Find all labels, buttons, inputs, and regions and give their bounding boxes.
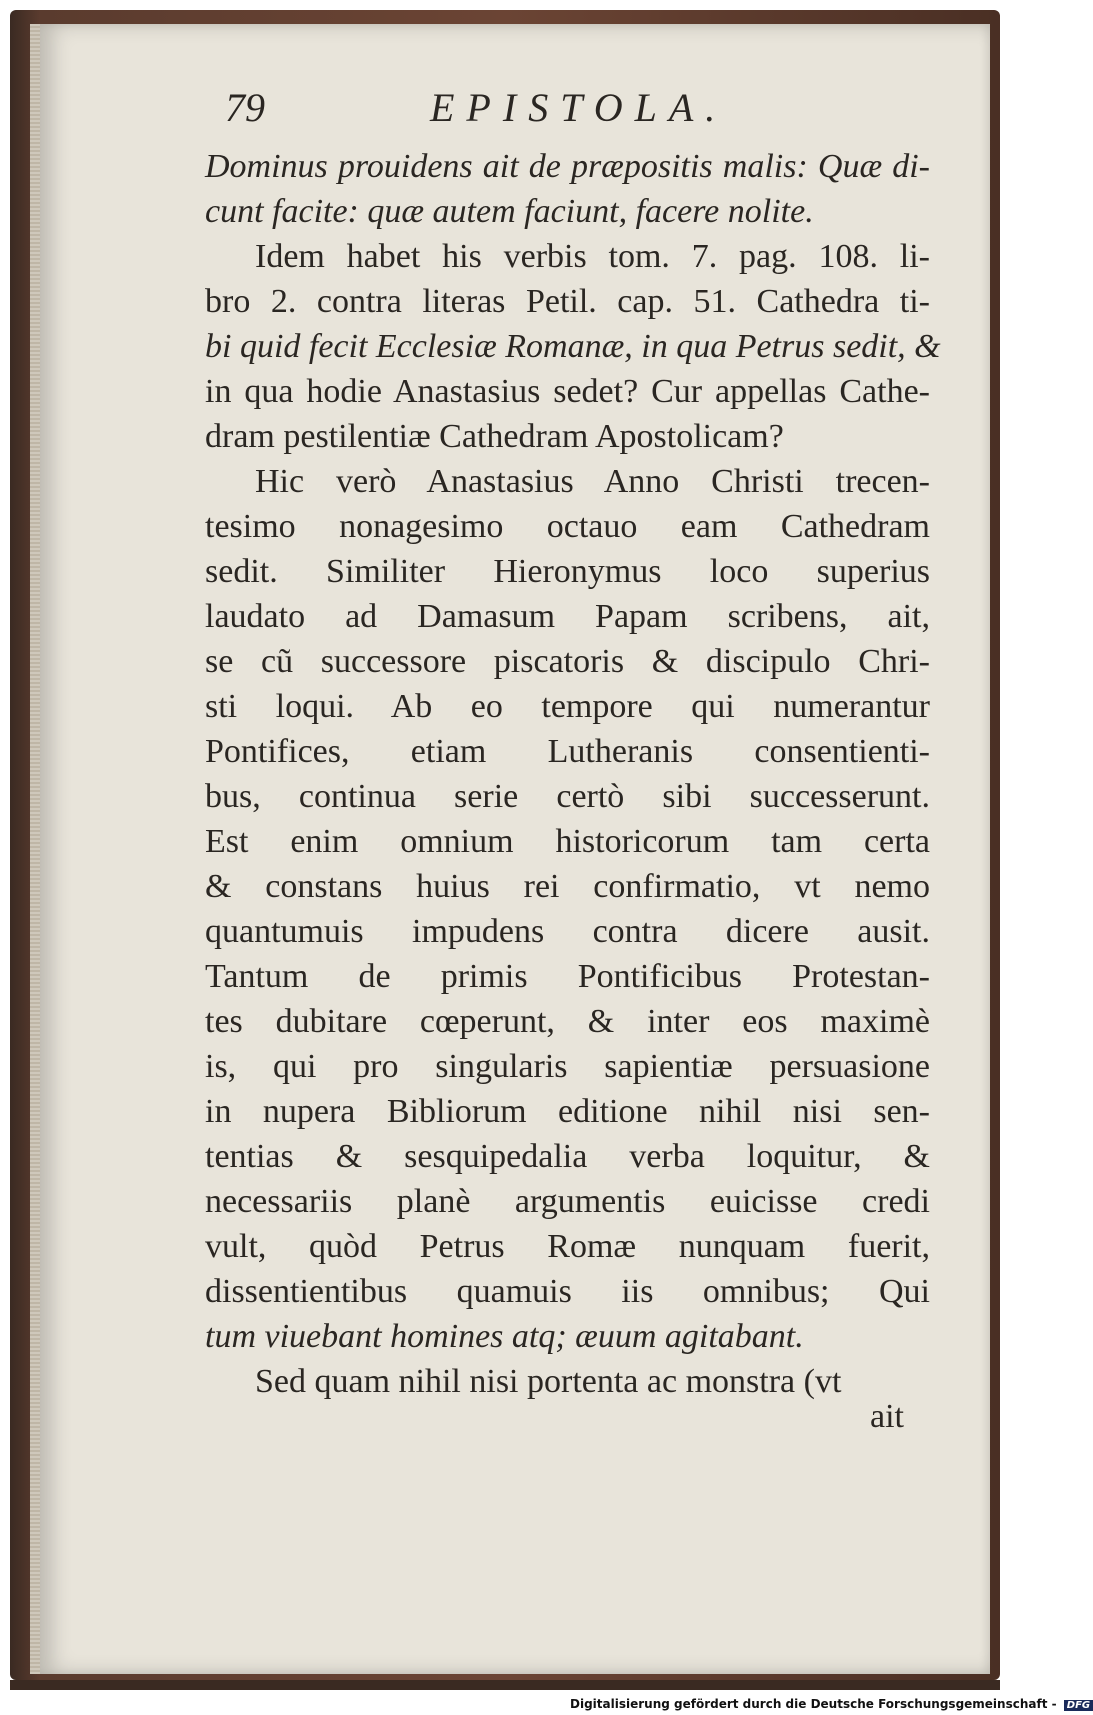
running-head: EPISTOLA. (430, 85, 728, 130)
text-line: se cũ successore piscatoris & discipulo Chri- (205, 643, 930, 680)
text-line: quantumuis impudens contra dicere ausit. (205, 913, 930, 950)
text-line: bro 2. contra literas Petil. cap. 51. Cathedra ti- (205, 283, 930, 320)
dfg-logo-icon: DFG (1064, 1700, 1093, 1711)
text-line: Pontifices, etiam Lutheranis consentienti- (205, 733, 930, 770)
text-line: dissentientibus quamuis iis omnibus; Qui (205, 1273, 930, 1310)
text-line: Tantum de primis Pontificibus Protestan- (205, 958, 930, 995)
text-line: tentias & sesquipedalia verba loquitur, & (205, 1138, 930, 1175)
text-line: is, qui pro singularis sapientiæ persuasione (205, 1048, 930, 1085)
binding-bottom-edge (10, 1680, 1000, 1690)
text-line: Dominus prouidens ait de præpositis malis: Quæ di- (205, 148, 930, 185)
catchword: ait (870, 1398, 904, 1435)
body-text (205, 144, 941, 1404)
text-line: sedit. Similiter Hieronymus loco superius (205, 553, 930, 590)
text-line: cunt facite: quæ autem faciunt, facere nolite. (205, 193, 814, 230)
text-line: sti loqui. Ab eo tempore qui numerantur (205, 688, 930, 725)
text-line: in nupera Bibliorum editione nihil nisi sen- (205, 1093, 930, 1130)
text-line: tes dubitare cœperunt, & inter eos maximè (205, 1003, 930, 1040)
text-line: in qua hodie Anastasius sedet? Cur appellas Cathe- (205, 373, 930, 410)
text-line: Hic verò Anastasius Anno Christi trecen- (255, 463, 930, 500)
page-number: 79 (225, 85, 265, 130)
text-line: Idem habet his verbis tom. 7. pag. 108. li- (255, 238, 930, 275)
page-header (225, 84, 945, 144)
text-line: tesimo nonagesimo octauo eam Cathedram (205, 508, 930, 545)
text-line: laudato ad Damasum Papam scribens, ait, (205, 598, 930, 635)
text-line: dram pestilentiæ Cathedram Apostolicam? (205, 418, 784, 455)
text-line: Sed quam nihil nisi portenta ac monstra (vt (255, 1363, 842, 1400)
text-line: necessariis planè argumentis euicisse credi (205, 1183, 930, 1220)
credit-text: Digitalisierung gefördert durch die Deutsche Forschungsgemeinschaft - (570, 1697, 1057, 1711)
page-edges (30, 24, 40, 1674)
digitization-credit (570, 1697, 1093, 1711)
text-line: bus, continua serie certò sibi successerunt. (205, 778, 930, 815)
text-line: bi quid fecit Ecclesiæ Romanæ, in qua Petrus sedit, & (205, 328, 941, 365)
text-line: vult, quòd Petrus Romæ nunquam fuerit, (205, 1228, 930, 1265)
text-line: tum viuebant homines atq; æuum agitabant. (205, 1318, 804, 1355)
text-line: Est enim omnium historicorum tam certa (205, 823, 930, 860)
text-line: & constans huius rei confirmatio, vt nemo (205, 868, 930, 905)
